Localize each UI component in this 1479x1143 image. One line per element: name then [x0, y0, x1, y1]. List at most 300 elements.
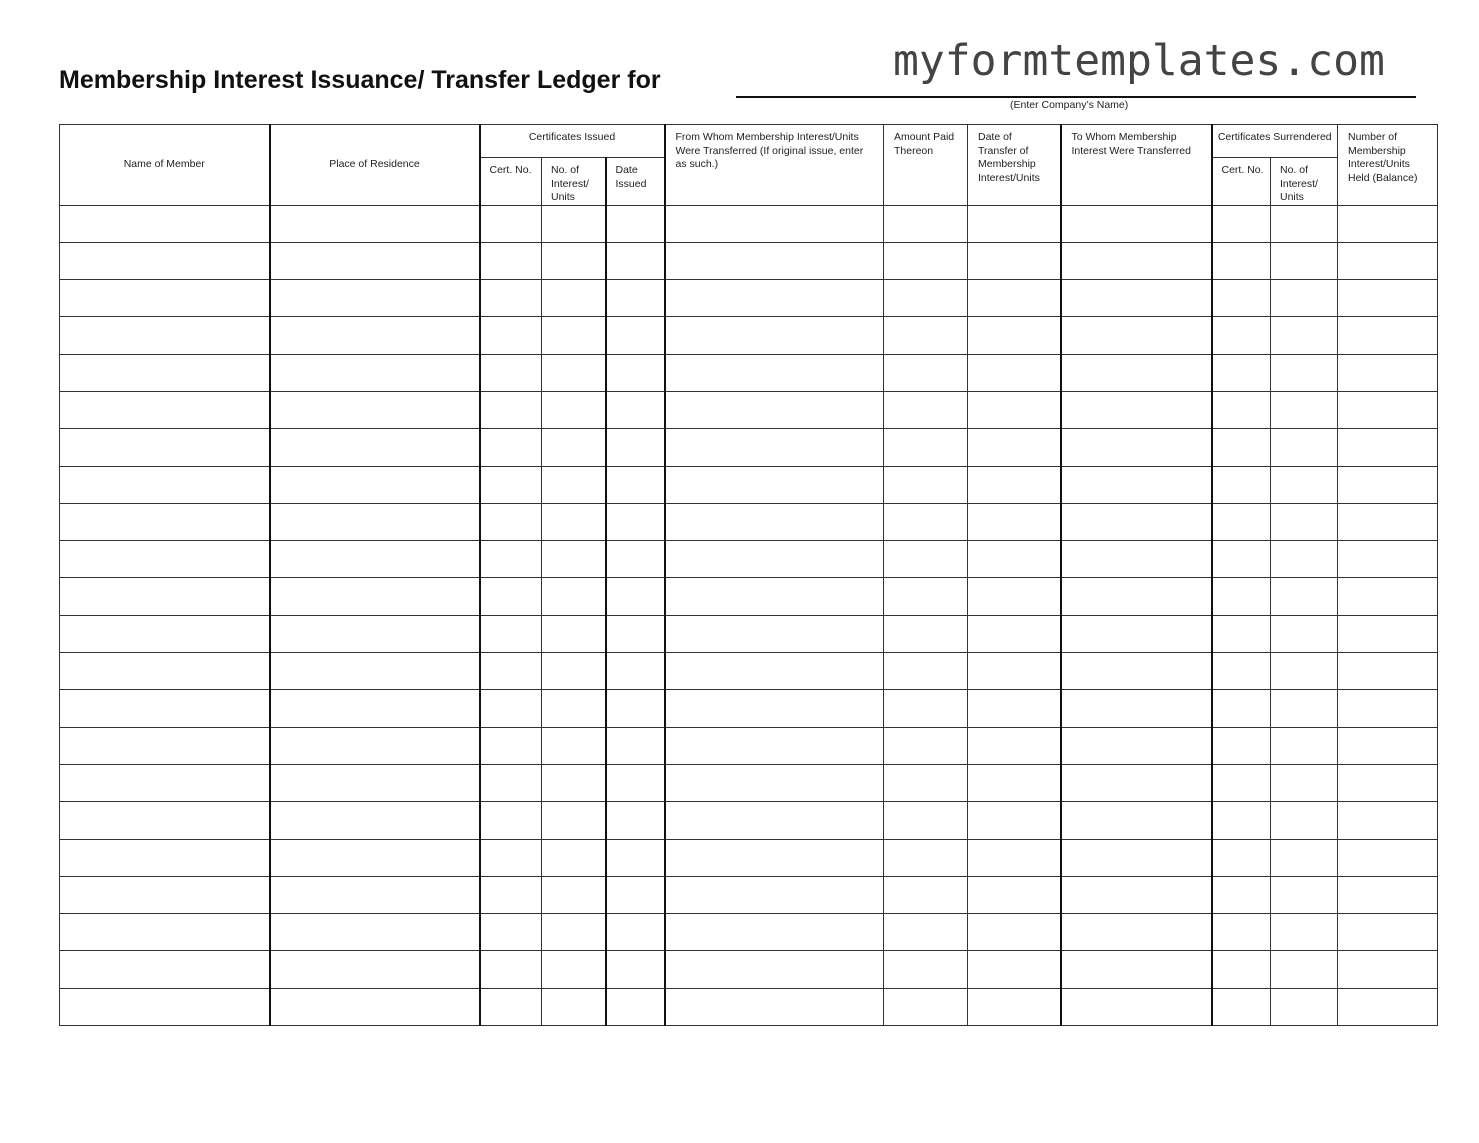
cell-to-whom[interactable] — [1061, 429, 1212, 466]
cell-issued-no-of-interest[interactable] — [542, 914, 606, 951]
cell-name-of-member[interactable] — [60, 802, 270, 839]
cell-number-held[interactable] — [1338, 317, 1438, 354]
cell-to-whom[interactable] — [1061, 876, 1212, 913]
cell-amount-paid[interactable] — [884, 317, 968, 354]
cell-name-of-member[interactable] — [60, 280, 270, 317]
cell-number-held[interactable] — [1338, 876, 1438, 913]
cell-number-held[interactable] — [1338, 354, 1438, 391]
cell-issued-no-of-interest[interactable] — [542, 653, 606, 690]
header-name-of-member: Name of Member — [60, 125, 270, 206]
cell-from-whom[interactable] — [665, 354, 884, 391]
cell-from-whom[interactable] — [665, 503, 884, 540]
cell-to-whom[interactable] — [1061, 914, 1212, 951]
cell-issued-no-of-interest[interactable] — [542, 317, 606, 354]
cell-date-issued[interactable] — [606, 205, 665, 242]
cell-place-of-residence[interactable] — [270, 354, 480, 391]
cell-amount-paid[interactable] — [884, 988, 968, 1025]
cell-issued-no-of-interest[interactable] — [542, 802, 606, 839]
cell-name-of-member[interactable] — [60, 242, 270, 279]
cell-date-of-transfer[interactable] — [968, 205, 1061, 242]
cell-issued-cert-no[interactable] — [480, 280, 542, 317]
cell-from-whom[interactable] — [665, 541, 884, 578]
cell-surrendered-cert-no[interactable] — [1212, 391, 1271, 428]
cell-issued-no-of-interest[interactable] — [542, 466, 606, 503]
cell-from-whom[interactable] — [665, 242, 884, 279]
cell-surrendered-no-of-interest[interactable] — [1271, 317, 1338, 354]
cell-place-of-residence[interactable] — [270, 951, 480, 988]
cell-date-issued[interactable] — [606, 317, 665, 354]
cell-surrendered-no-of-interest[interactable] — [1271, 615, 1338, 652]
cell-date-of-transfer[interactable] — [968, 280, 1061, 317]
cell-name-of-member[interactable] — [60, 578, 270, 615]
cell-surrendered-no-of-interest[interactable] — [1271, 914, 1338, 951]
cell-surrendered-no-of-interest[interactable] — [1271, 466, 1338, 503]
cell-surrendered-cert-no[interactable] — [1212, 839, 1271, 876]
cell-place-of-residence[interactable] — [270, 391, 480, 428]
cell-surrendered-cert-no[interactable] — [1212, 802, 1271, 839]
cell-to-whom[interactable] — [1061, 951, 1212, 988]
cell-surrendered-no-of-interest[interactable] — [1271, 839, 1338, 876]
cell-place-of-residence[interactable] — [270, 653, 480, 690]
cell-issued-no-of-interest[interactable] — [542, 727, 606, 764]
cell-surrendered-cert-no[interactable] — [1212, 205, 1271, 242]
cell-surrendered-no-of-interest[interactable] — [1271, 391, 1338, 428]
cell-from-whom[interactable] — [665, 802, 884, 839]
cell-to-whom[interactable] — [1061, 802, 1212, 839]
table-row — [60, 839, 1438, 876]
cell-surrendered-no-of-interest[interactable] — [1271, 242, 1338, 279]
cell-number-held[interactable] — [1338, 690, 1438, 727]
cell-number-held[interactable] — [1338, 280, 1438, 317]
cell-name-of-member[interactable] — [60, 988, 270, 1025]
cell-to-whom[interactable] — [1061, 615, 1212, 652]
cell-amount-paid[interactable] — [884, 615, 968, 652]
cell-issued-no-of-interest[interactable] — [542, 391, 606, 428]
cell-date-issued[interactable] — [606, 578, 665, 615]
cell-number-held[interactable] — [1338, 764, 1438, 801]
cell-to-whom[interactable] — [1061, 541, 1212, 578]
cell-name-of-member[interactable] — [60, 839, 270, 876]
cell-issued-cert-no[interactable] — [480, 242, 542, 279]
cell-issued-no-of-interest[interactable] — [542, 354, 606, 391]
cell-date-of-transfer[interactable] — [968, 242, 1061, 279]
table-row — [60, 653, 1438, 690]
cell-date-of-transfer[interactable] — [968, 951, 1061, 988]
header-number-held: Number of Membership Interest/Units Held (Balance) — [1338, 125, 1438, 206]
cell-issued-cert-no[interactable] — [480, 839, 542, 876]
cell-date-issued[interactable] — [606, 839, 665, 876]
header-surrendered-no-of-interest: No. of Interest/ Units — [1271, 158, 1338, 206]
cell-date-issued[interactable] — [606, 988, 665, 1025]
cell-date-of-transfer[interactable] — [968, 988, 1061, 1025]
cell-issued-cert-no[interactable] — [480, 466, 542, 503]
cell-issued-no-of-interest[interactable] — [542, 615, 606, 652]
cell-name-of-member[interactable] — [60, 914, 270, 951]
table-row — [60, 615, 1438, 652]
cell-from-whom[interactable] — [665, 876, 884, 913]
cell-surrendered-cert-no[interactable] — [1212, 578, 1271, 615]
cell-to-whom[interactable] — [1061, 466, 1212, 503]
cell-date-of-transfer[interactable] — [968, 914, 1061, 951]
cell-date-of-transfer[interactable] — [968, 653, 1061, 690]
header-issued-no-of-interest: No. of Interest/ Units — [542, 158, 606, 206]
cell-surrendered-no-of-interest[interactable] — [1271, 802, 1338, 839]
cell-to-whom[interactable] — [1061, 317, 1212, 354]
cell-amount-paid[interactable] — [884, 839, 968, 876]
cell-issued-cert-no[interactable] — [480, 317, 542, 354]
cell-surrendered-cert-no[interactable] — [1212, 503, 1271, 540]
cell-number-held[interactable] — [1338, 242, 1438, 279]
cell-from-whom[interactable] — [665, 764, 884, 801]
table-row — [60, 802, 1438, 839]
cell-issued-cert-no[interactable] — [480, 354, 542, 391]
cell-place-of-residence[interactable] — [270, 541, 480, 578]
cell-from-whom[interactable] — [665, 690, 884, 727]
cell-surrendered-cert-no[interactable] — [1212, 988, 1271, 1025]
cell-to-whom[interactable] — [1061, 578, 1212, 615]
cell-date-issued[interactable] — [606, 391, 665, 428]
ledger-body — [60, 205, 1438, 1026]
header-certificates-surrendered: Certificates Surrendered — [1212, 125, 1338, 158]
cell-surrendered-cert-no[interactable] — [1212, 690, 1271, 727]
cell-date-issued[interactable] — [606, 280, 665, 317]
cell-to-whom[interactable] — [1061, 280, 1212, 317]
cell-number-held[interactable] — [1338, 988, 1438, 1025]
cell-amount-paid[interactable] — [884, 690, 968, 727]
cell-surrendered-no-of-interest[interactable] — [1271, 354, 1338, 391]
cell-number-held[interactable] — [1338, 503, 1438, 540]
header-amount-paid: Amount Paid Thereon — [884, 125, 968, 206]
cell-name-of-member[interactable] — [60, 727, 270, 764]
cell-amount-paid[interactable] — [884, 802, 968, 839]
cell-date-of-transfer[interactable] — [968, 503, 1061, 540]
cell-date-issued[interactable] — [606, 876, 665, 913]
table-row — [60, 690, 1438, 727]
cell-to-whom[interactable] — [1061, 242, 1212, 279]
cell-amount-paid[interactable] — [884, 429, 968, 466]
cell-from-whom[interactable] — [665, 280, 884, 317]
cell-name-of-member[interactable] — [60, 690, 270, 727]
cell-name-of-member[interactable] — [60, 541, 270, 578]
cell-place-of-residence[interactable] — [270, 242, 480, 279]
cell-date-issued[interactable] — [606, 951, 665, 988]
cell-issued-cert-no[interactable] — [480, 541, 542, 578]
cell-from-whom[interactable] — [665, 391, 884, 428]
cell-number-held[interactable] — [1338, 391, 1438, 428]
cell-name-of-member[interactable] — [60, 466, 270, 503]
cell-issued-cert-no[interactable] — [480, 727, 542, 764]
cell-date-issued[interactable] — [606, 615, 665, 652]
cell-from-whom[interactable] — [665, 429, 884, 466]
table-row — [60, 391, 1438, 428]
cell-issued-cert-no[interactable] — [480, 578, 542, 615]
cell-name-of-member[interactable] — [60, 951, 270, 988]
cell-date-issued[interactable] — [606, 727, 665, 764]
cell-issued-cert-no[interactable] — [480, 690, 542, 727]
cell-date-of-transfer[interactable] — [968, 317, 1061, 354]
cell-issued-no-of-interest[interactable] — [542, 764, 606, 801]
cell-amount-paid[interactable] — [884, 727, 968, 764]
cell-issued-cert-no[interactable] — [480, 205, 542, 242]
cell-surrendered-cert-no[interactable] — [1212, 429, 1271, 466]
cell-to-whom[interactable] — [1061, 690, 1212, 727]
cell-name-of-member[interactable] — [60, 429, 270, 466]
cell-place-of-residence[interactable] — [270, 764, 480, 801]
cell-issued-no-of-interest[interactable] — [542, 503, 606, 540]
cell-name-of-member[interactable] — [60, 205, 270, 242]
cell-issued-no-of-interest[interactable] — [542, 876, 606, 913]
cell-amount-paid[interactable] — [884, 541, 968, 578]
cell-surrendered-no-of-interest[interactable] — [1271, 951, 1338, 988]
cell-place-of-residence[interactable] — [270, 839, 480, 876]
cell-from-whom[interactable] — [665, 578, 884, 615]
cell-name-of-member[interactable] — [60, 653, 270, 690]
cell-issued-cert-no[interactable] — [480, 429, 542, 466]
header-date-issued: Date Issued — [606, 158, 665, 206]
cell-issued-cert-no[interactable] — [480, 802, 542, 839]
cell-name-of-member[interactable] — [60, 354, 270, 391]
cell-issued-cert-no[interactable] — [480, 876, 542, 913]
cell-date-of-transfer[interactable] — [968, 876, 1061, 913]
cell-place-of-residence[interactable] — [270, 205, 480, 242]
cell-to-whom[interactable] — [1061, 988, 1212, 1025]
cell-amount-paid[interactable] — [884, 503, 968, 540]
cell-number-held[interactable] — [1338, 802, 1438, 839]
cell-date-of-transfer[interactable] — [968, 802, 1061, 839]
cell-amount-paid[interactable] — [884, 653, 968, 690]
cell-name-of-member[interactable] — [60, 876, 270, 913]
cell-place-of-residence[interactable] — [270, 317, 480, 354]
cell-date-of-transfer[interactable] — [968, 354, 1061, 391]
company-name-line[interactable] — [736, 96, 1416, 98]
table-row — [60, 280, 1438, 317]
cell-name-of-member[interactable] — [60, 317, 270, 354]
cell-issued-cert-no[interactable] — [480, 653, 542, 690]
cell-date-of-transfer[interactable] — [968, 541, 1061, 578]
cell-from-whom[interactable] — [665, 727, 884, 764]
cell-place-of-residence[interactable] — [270, 876, 480, 913]
cell-from-whom[interactable] — [665, 839, 884, 876]
cell-place-of-residence[interactable] — [270, 988, 480, 1025]
cell-amount-paid[interactable] — [884, 914, 968, 951]
cell-issued-no-of-interest[interactable] — [542, 988, 606, 1025]
cell-to-whom[interactable] — [1061, 205, 1212, 242]
cell-place-of-residence[interactable] — [270, 690, 480, 727]
header-from-whom: From Whom Membership Interest/Units Were Transferred (If original issue, enter as such.) — [665, 125, 884, 206]
cell-number-held[interactable] — [1338, 653, 1438, 690]
cell-from-whom[interactable] — [665, 653, 884, 690]
cell-number-held[interactable] — [1338, 578, 1438, 615]
cell-date-issued[interactable] — [606, 764, 665, 801]
cell-number-held[interactable] — [1338, 429, 1438, 466]
cell-amount-paid[interactable] — [884, 242, 968, 279]
cell-date-issued[interactable] — [606, 690, 665, 727]
cell-issued-no-of-interest[interactable] — [542, 541, 606, 578]
cell-issued-cert-no[interactable] — [480, 503, 542, 540]
cell-surrendered-cert-no[interactable] — [1212, 727, 1271, 764]
cell-place-of-residence[interactable] — [270, 615, 480, 652]
cell-surrendered-no-of-interest[interactable] — [1271, 764, 1338, 801]
cell-surrendered-cert-no[interactable] — [1212, 354, 1271, 391]
table-row — [60, 503, 1438, 540]
cell-place-of-residence[interactable] — [270, 280, 480, 317]
cell-date-issued[interactable] — [606, 242, 665, 279]
cell-issued-no-of-interest[interactable] — [542, 429, 606, 466]
cell-surrendered-cert-no[interactable] — [1212, 242, 1271, 279]
cell-date-of-transfer[interactable] — [968, 578, 1061, 615]
cell-to-whom[interactable] — [1061, 503, 1212, 540]
cell-surrendered-no-of-interest[interactable] — [1271, 205, 1338, 242]
cell-issued-cert-no[interactable] — [480, 951, 542, 988]
cell-surrendered-cert-no[interactable] — [1212, 876, 1271, 913]
header-certificates-issued: Certificates Issued — [480, 125, 665, 158]
cell-to-whom[interactable] — [1061, 727, 1212, 764]
cell-date-issued[interactable] — [606, 354, 665, 391]
cell-to-whom[interactable] — [1061, 354, 1212, 391]
cell-to-whom[interactable] — [1061, 764, 1212, 801]
header-issued-cert-no: Cert. No. — [480, 158, 542, 206]
cell-date-issued[interactable] — [606, 429, 665, 466]
cell-surrendered-no-of-interest[interactable] — [1271, 429, 1338, 466]
table-row — [60, 354, 1438, 391]
cell-name-of-member[interactable] — [60, 391, 270, 428]
cell-surrendered-cert-no[interactable] — [1212, 466, 1271, 503]
cell-number-held[interactable] — [1338, 727, 1438, 764]
cell-issued-no-of-interest[interactable] — [542, 205, 606, 242]
cell-surrendered-cert-no[interactable] — [1212, 653, 1271, 690]
cell-from-whom[interactable] — [665, 914, 884, 951]
cell-issued-no-of-interest[interactable] — [542, 690, 606, 727]
company-name-hint: (Enter Company’s Name) — [1010, 99, 1129, 111]
cell-to-whom[interactable] — [1061, 653, 1212, 690]
cell-place-of-residence[interactable] — [270, 578, 480, 615]
cell-from-whom[interactable] — [665, 615, 884, 652]
cell-place-of-residence[interactable] — [270, 503, 480, 540]
cell-to-whom[interactable] — [1061, 839, 1212, 876]
cell-number-held[interactable] — [1338, 205, 1438, 242]
cell-amount-paid[interactable] — [884, 951, 968, 988]
cell-issued-no-of-interest[interactable] — [542, 951, 606, 988]
table-row — [60, 988, 1438, 1025]
cell-surrendered-no-of-interest[interactable] — [1271, 690, 1338, 727]
cell-place-of-residence[interactable] — [270, 429, 480, 466]
table-row — [60, 876, 1438, 913]
cell-issued-no-of-interest[interactable] — [542, 839, 606, 876]
cell-date-of-transfer[interactable] — [968, 615, 1061, 652]
cell-date-of-transfer[interactable] — [968, 839, 1061, 876]
cell-place-of-residence[interactable] — [270, 466, 480, 503]
cell-amount-paid[interactable] — [884, 280, 968, 317]
cell-issued-cert-no[interactable] — [480, 988, 542, 1025]
cell-from-whom[interactable] — [665, 317, 884, 354]
cell-number-held[interactable] — [1338, 951, 1438, 988]
cell-amount-paid[interactable] — [884, 876, 968, 913]
cell-surrendered-no-of-interest[interactable] — [1271, 280, 1338, 317]
cell-surrendered-cert-no[interactable] — [1212, 541, 1271, 578]
table-row — [60, 205, 1438, 242]
cell-surrendered-cert-no[interactable] — [1212, 764, 1271, 801]
cell-date-of-transfer[interactable] — [968, 391, 1061, 428]
table-row — [60, 242, 1438, 279]
cell-date-of-transfer[interactable] — [968, 690, 1061, 727]
header-date-of-transfer: Date of Transfer of Membership Interest/Units — [968, 125, 1061, 206]
cell-name-of-member[interactable] — [60, 503, 270, 540]
cell-date-of-transfer[interactable] — [968, 764, 1061, 801]
cell-name-of-member[interactable] — [60, 615, 270, 652]
cell-surrendered-no-of-interest[interactable] — [1271, 988, 1338, 1025]
cell-date-issued[interactable] — [606, 653, 665, 690]
cell-date-issued[interactable] — [606, 914, 665, 951]
table-row — [60, 578, 1438, 615]
cell-surrendered-no-of-interest[interactable] — [1271, 578, 1338, 615]
header-to-whom: To Whom Membership Interest Were Transferred — [1061, 125, 1212, 206]
watermark-text: myformtemplates.com — [893, 36, 1385, 86]
cell-date-of-transfer[interactable] — [968, 727, 1061, 764]
cell-amount-paid[interactable] — [884, 391, 968, 428]
cell-from-whom[interactable] — [665, 951, 884, 988]
cell-surrendered-cert-no[interactable] — [1212, 951, 1271, 988]
cell-surrendered-no-of-interest[interactable] — [1271, 727, 1338, 764]
table-row — [60, 914, 1438, 951]
header-surrendered-cert-no: Cert. No. — [1212, 158, 1271, 206]
cell-date-issued[interactable] — [606, 541, 665, 578]
table-row — [60, 764, 1438, 801]
cell-issued-no-of-interest[interactable] — [542, 578, 606, 615]
cell-amount-paid[interactable] — [884, 205, 968, 242]
cell-surrendered-cert-no[interactable] — [1212, 317, 1271, 354]
cell-date-issued[interactable] — [606, 503, 665, 540]
cell-date-issued[interactable] — [606, 802, 665, 839]
cell-amount-paid[interactable] — [884, 764, 968, 801]
cell-amount-paid[interactable] — [884, 578, 968, 615]
cell-surrendered-no-of-interest[interactable] — [1271, 541, 1338, 578]
cell-from-whom[interactable] — [665, 466, 884, 503]
cell-to-whom[interactable] — [1061, 391, 1212, 428]
cell-date-of-transfer[interactable] — [968, 466, 1061, 503]
cell-number-held[interactable] — [1338, 615, 1438, 652]
cell-issued-no-of-interest[interactable] — [542, 242, 606, 279]
cell-number-held[interactable] — [1338, 466, 1438, 503]
cell-issued-cert-no[interactable] — [480, 914, 542, 951]
cell-surrendered-no-of-interest[interactable] — [1271, 653, 1338, 690]
cell-date-of-transfer[interactable] — [968, 429, 1061, 466]
cell-issued-cert-no[interactable] — [480, 615, 542, 652]
cell-issued-no-of-interest[interactable] — [542, 280, 606, 317]
cell-from-whom[interactable] — [665, 988, 884, 1025]
cell-surrendered-no-of-interest[interactable] — [1271, 503, 1338, 540]
table-row — [60, 466, 1438, 503]
cell-place-of-residence[interactable] — [270, 727, 480, 764]
cell-surrendered-cert-no[interactable] — [1212, 615, 1271, 652]
cell-name-of-member[interactable] — [60, 764, 270, 801]
cell-number-held[interactable] — [1338, 541, 1438, 578]
cell-place-of-residence[interactable] — [270, 802, 480, 839]
cell-amount-paid[interactable] — [884, 354, 968, 391]
cell-amount-paid[interactable] — [884, 466, 968, 503]
form-title: Membership Interest Issuance/ Transfer Ledger for — [59, 66, 661, 94]
cell-surrendered-no-of-interest[interactable] — [1271, 876, 1338, 913]
cell-issued-cert-no[interactable] — [480, 391, 542, 428]
cell-number-held[interactable] — [1338, 839, 1438, 876]
cell-from-whom[interactable] — [665, 205, 884, 242]
cell-date-issued[interactable] — [606, 466, 665, 503]
cell-number-held[interactable] — [1338, 914, 1438, 951]
cell-issued-cert-no[interactable] — [480, 764, 542, 801]
cell-place-of-residence[interactable] — [270, 914, 480, 951]
table-row — [60, 429, 1438, 466]
cell-surrendered-cert-no[interactable] — [1212, 280, 1271, 317]
cell-surrendered-cert-no[interactable] — [1212, 914, 1271, 951]
